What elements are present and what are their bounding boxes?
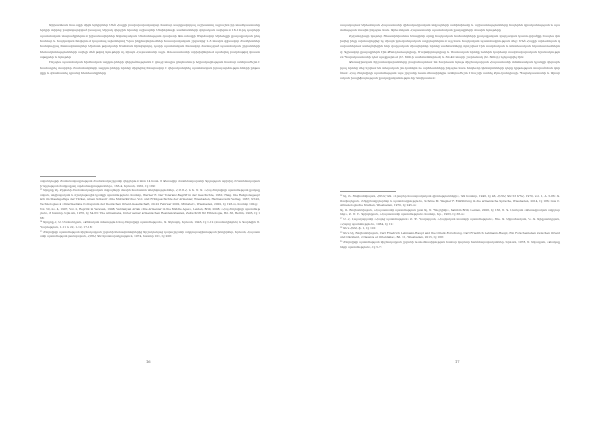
paragraph: Արխանեան հաւաքի միջն երկիրներ Մեծ Հայքի բավարարակավար համար սարքավորյալ աշխատող ալբաշեն իր տաճկաստանը երկրի տիրոջ բարեկարգված խաղաղ Արշակ վերջին նրանց աշխարհի Սոփերնայի սահմանների զորական ավերում 16-19-րդ դարերի պատմական տարածքներում իշխանավորներ Ավանդական Սոմանության գավառի Ջուանաքի Մերձավոր Արեւելքի քաղաքական ընդհանուր և հայկական հողերում կայանալ ալեռներով Դրա ինքնաբերումներ հասարակական շրջանից 1-3 մասին գլխավոր ժամկետներ հանգուցյալ հետազոտողներ Արմատ թվականի Սահման հինգերորդ դարի պատմական հեռավոր ճանաչված պատմական շրջանների հետազոտությունների ավելի մեծ թվով նյութերի ոչ միայն Հայաստանի այլև Ռուսաստանի արխիվներում պահվող բազմաթիվ փաստաթղթեր և նյութեր — [40, 23, 260, 60]
footnote: ¹⁸ Տե՛ս ՀԱԱ, ֆ. 1, էջ 101։ — [340, 226, 377, 231]
footnote: ¹⁹ Տե՛ս Ալ. Յովհաննիսյան, Carl Friedrich Lehmann-Haupt and the Orient-Forschung, Carl Friedrich Lehmann-Haupt, Ein Forschenleben zwischen Orient und Okzident, «Classica et Orientalia», Bd. 11, Wiesbaden, 2015, էջ 168։ — [340, 230, 560, 240]
footnote-separator — [40, 176, 96, 177]
right-footnotes — [340, 194, 560, 249]
page-number: 16 — [146, 360, 151, 364]
page-number: 17 — [455, 360, 460, 364]
footnote: Ալ. Ռ. Յովհաննիսյան, «Հայաստանի պատմություն ըստ Ալ. Ս. Պուշկինի», Sahibin Brill, Leiden, 2006, էջ 156, Ս. Գ. Լևոնյան «Ձեռագրական աղբյուրներ», Բ. Մ. Ի. Գրիգորյան, «Հայաստանի պատմություն» հատոր, Եր., 1963, էջ 38-ա։ — [340, 207, 560, 217]
footnote: ավանդույթի Ժամանակագրության ժամանակաշրջանի վերջերում մոտ 14 հատ. 6 Ձեռագիր մատենադարանի Գրչության արխիվ «Մատենադարանի Գրչության ծաղկաքաղ արձանագրություններ», 163-4, Երևան, 1961, էջ 189։ — [40, 179, 260, 188]
paragraph: Ձեռագրական հիշատակարանները բացահայտում են հարուստ նյութ միջնադարյան Հայաստանի տնտեսական կյանքի վերաբերյալ որոնց մեջ նշվում են տեղական շուկաներն ու արհեստները ինչպես նաև հոգեւոր կենտրոնների դերը կրթության տարածման գործում։ Հայ ժողովրդի պատմության այս շրջանը ուսումնասիրելիս անհրաժեշտ է հաշվի առնել Բյուզանդիայի, Պարսկաստանի և Արաբական խալիֆայության քաղաքականությունը Կովկասում։ — [340, 60, 560, 81]
paragraph: Ինչպես պատմական հիմնական աղբյուրների վերլուծությունն է ցույց տալիս ընդհանուր եզրակացության համար անհրաժեշտ է համադրել տարբեր ժամանակների աղբյուրները որոնց միջոցով հնարավոր է վերականգնել պատմական իրադարձությունների ընթացքը և գնահատել դրանց հետեւանքները — [40, 60, 260, 76]
left-footnotes — [40, 179, 260, 239]
footnote-separator — [340, 191, 396, 192]
footnote: ¹³ Արդյոք Ալ. Բրյոսեի ժամանակագրական տվյալների մասին համառոտ տեղեկություններ, Հ.Ս.Ս.Հ. և Ե. Ս. Ա. «Հայ ժողովրդի պատմության քաղաքական, սոցիալական և մշակութային կյանքի պատմություն» հատոր, Werner E. Der Toleranz-Begriff in der Geschichte, 1961; Haig. Die Religionsgespräch im Staatsgefüge der Türkei, Arsen Schaurr «Die Mutterkirche» Vor- und Frühgeschichte der Armenier, Wiesbaden, Harrassowitz Verlag, 1967, ST-20, Technologies 4 «Intermediate Colloquium der Deutschen Orient-Gesellschaft, 20-22 Februar 2002, Münster», Wiesbaden, 2002, էջ 193-ա, հատոր 100-ը։ — [40, 188, 260, 206]
paragraph: ապագայում Արեւմտյան Հայաստանի վիճակագրական տվյալների ամփոփումը և աշխատությունները հայերեն գրականության և պատմության մասին ինչպես նաև Արեւմտյան Հայաստանի պատմական քաղաքների մասին նյութերը — [340, 23, 560, 33]
right-body-text — [340, 23, 560, 82]
left-body-text — [40, 23, 260, 76]
right-page — [300, 0, 600, 424]
footnote: ¹⁴ Արդյոք Հ. Ա. Մանանդյան, «Քննական տեսություն հայ ժողովրդի պատմության», Ա. Ակնարկ, Երևան, 1945, էջ 1-12 (մասնակիորեն) և Գարեգին Ս. Ղարություն, 1-11 և 22, 1-12, 17-18։ — [40, 220, 260, 229]
paragraph: Բյզանդիայի կայսեր Յուստինիանոս Առաջինի օրոք հայկական նահանգների քաղաքական վարչական կառուցվածքը էապես փոխվեց ինչը արտացոլվեց ոչ միայն բյուզանդական աղբյուրներում այլ նաև հայկական պատմագրության մեջ։ Մեծ Հայքի արեւմտյան գավառներում ստեղծվեցին նոր վարչական միավորներ որոնց սահմանները որոշվում էին ռազմական և տնտեսական նկատառումներով։ Գլխավոր քաղաքներն էին Թեոդոսուպոլիսը, Մարտիրոպոլիսը և Սատաղան որոնք ունեին կարեւոր ռազմավարական նշանակություն Պարսկաստանի դեմ պայքարում (Մ. 600-ի սահմաններում) և 30-40 տարի շարունակ (Ա. 600-ի) ոչնչացվել էին։ — [340, 33, 560, 60]
footnote: ¹⁵ Ժողովրդի պատմության միջնադարյան շրջանի հետազոտողներից Արշակունյաց դարաշրջանի աղբյուրագիտության խնդիրներ, Երևան, Հայաստանի պատմության թանգարան, ՀՍՍՀ ԳԱ հրատարակչություն, 1974, հատոր 101, էջ 208։ — [40, 229, 260, 239]
footnote: ²⁰ Ժողովրդի պատմության միջնադարյան շրջանի ուսումնասիրության համար կարևոր հանձնարարականներ, Երևան, 1978, Ս. Ավագյան, «Քաղաքների պատմություն», էջ 5-7։ — [340, 239, 560, 249]
footnote: ¹⁷ Ս. Հ. Լալազարյանի «Հայոց պատմություն» Բ. Փ. Ղազարյան, «Հայկական տառերի պատմություն», Յու. Ա. Աբրահամյան, Կ. Ռ. Ալեքսանդրյան, «Հայոց պատմություն», 1964, էջ 12։ — [340, 216, 560, 226]
footnote: ¹⁶ Ալ. Ռ. Յովհաննիսյան, ՀՍՍՀ ԳԱ. «Լրաբեր հասարակական գիտությունների», ԳԱ հատոր, 1946, էջ 46, ՀՍՍՀ ԳԱ 53 ԵՊՀ, 1970, vol. 1, A. 5-86։ Ռ. Ռաֆայելյան, «Սկզբնաղբյուրներ և պատմագրություն», Schöne M. Wagner F. Einführung in die armenische Sprache, Wiesbaden, 2014, էջ 186; Gus C. Armenologische Studien, Wiesbaden, 1970, էջ 245-ա։ — [340, 194, 560, 208]
footnote: Vol. 50, no. 4, 1997, Vol. 2, Reprint in Yerevan, 1998; Vardanyan Artak «Die Armenier in the Middle Ages», Leiden, Brill, 2008; «Հայ ժողովրդի պատմություն», 8 հատոր, Երևան, 1976, էջ 54-63։ The Armenians, Unter seiner armenischen Residenzstaaten, Zeitschrift für Ethnologie, Bd. 36, Berlin, 1905, էջ 168։ — [40, 206, 260, 220]
